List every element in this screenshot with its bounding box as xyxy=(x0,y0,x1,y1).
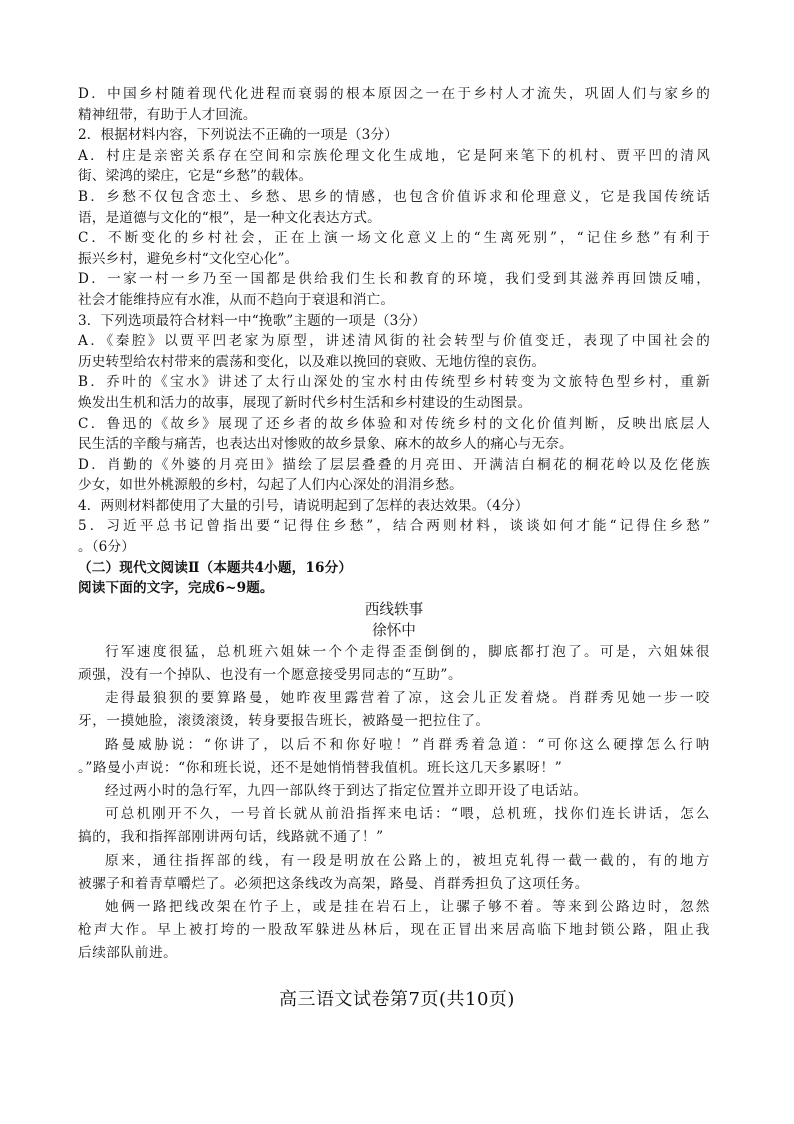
q3-option-a: A．《秦腔》以贾平凹老家为原型，讲述清风街的社会转型与价值变迁，表现了中国社会的 xyxy=(78,333,710,350)
story-title: 西线轶事 xyxy=(364,600,424,618)
story-paragraph-7: 她俩一路把线改架在竹子上，或是挂在岩石上，让骡子够不着。等来到公路边时，忽然 xyxy=(105,899,710,916)
q2-option-a: A．村庄是亲密关系存在空间和宗族伦理文化生成地，它是阿来笔下的机村、贾平凹的清风 xyxy=(78,147,710,164)
q5-stem: 5．习近平总书记曾指出要“记得住乡愁”，结合两则材料，谈谈如何才能“记得住乡愁” xyxy=(78,518,710,535)
section-instruction: 阅读下面的文字，完成6~9题。 xyxy=(78,580,274,597)
q3-option-c-cont: 民生活的辛酸与痛苦，也表达出对惨败的故乡景象、麻木的故乡人的痛心与无奈。 xyxy=(78,436,573,453)
q2-option-b-cont: 语，是道德与文化的“根”，是一种文化表达方式。 xyxy=(78,209,381,226)
q3-option-b: B．乔叶的《宝水》讲述了太行山深处的宝水村由传统型乡村转变为文旅特色型乡村，重新 xyxy=(78,374,710,391)
story-paragraph-6-cont: 被骡子和着青草嚼烂了。必须把这条线改为高架，路曼、肖群秀担负了这项任务。 xyxy=(78,875,589,892)
story-paragraph-1-cont: 顽强，没有一个掉队、也没有一个愿意接受男同志的“互助”。 xyxy=(78,667,463,684)
exam-page xyxy=(78,84,710,966)
q1-option-d-cont: 精神纽带，有助于人才回流。 xyxy=(78,106,257,123)
q2-option-d: D．一家一村一乡乃至一国都是供给我们生长和教育的环境，我们受到其滋养再回馈反哺， xyxy=(78,271,710,288)
story-paragraph-7-end: 后续部队前进。 xyxy=(78,945,178,962)
q2-option-c-cont: 振兴乡村，避免乡村“文化空心化”。 xyxy=(78,250,299,267)
story-paragraph-5-cont: 搞的，我和指挥部刚讲两句话，线路就不通了！” xyxy=(78,829,384,846)
section-heading: （二）现代文阅读Ⅱ（本题共4小题，16分） xyxy=(78,559,353,576)
q2-option-c: C．不断变化的乡村社会，正在上演一场文化意义上的“生离死别”，“记住乡愁”有利于 xyxy=(78,230,710,247)
story-paragraph-4: 经过两小时的急行军，九四一部队终于到达了指定位置并立即开设了电话站。 xyxy=(105,783,588,800)
story-paragraph-3: 路曼威胁说：“你讲了，以后不和你好啦！”肖群秀着急道：“可你这么硬撑怎么行呐 xyxy=(105,736,710,753)
q3-option-a-cont: 历史转型给农村带来的震荡和变化，以及难以挽回的衰败、无地仿徨的哀伤。 xyxy=(78,353,546,370)
q1-option-d: D．中国乡村随着现代化进程而衰弱的根本原因之一在于乡村人才流失，巩固人们与家乡的 xyxy=(78,86,710,102)
story-paragraph-1: 行军速度很猛，总机班六姐妹一个个走得歪歪倒倒的，脚底都打泡了。可是，六姐妹很 xyxy=(105,643,710,660)
q3-option-d: D．肖勤的《外婆的月亮田》描绘了层层叠叠的月亮田、开满洁白桐花的桐花岭以及仡佬族 xyxy=(78,456,710,473)
story-paragraph-6: 原来，通往指挥部的线，有一段是明放在公路上的，被坦克轧得一截一截的，有的地方 xyxy=(105,852,710,869)
q4-stem: 4．两则材料都使用了大量的引号，请说明起到了怎样的表达效果。（4分） xyxy=(78,497,529,514)
q2-option-b: B．乡愁不仅包含恋土、乡愁、思乡的情感，也包含价值诉求和伦理意义，它是我国传统话 xyxy=(78,188,710,205)
story-paragraph-7-cont: 枪声大作。早上被打垮的一股敌军躲进丛林后，现在正冒出来居高临下地封锁公路，阻止我 xyxy=(78,922,710,939)
story-paragraph-2-cont: 牙，一摸她脸，滚烫滚烫，转身要报告班长，被路曼一把拉住了。 xyxy=(78,713,490,730)
q3-stem: 3．下列选项最符合材料一中“挽歌”主题的一项是（3分） xyxy=(78,312,426,329)
story-paragraph-3-cont: 。”路曼小声说：“你和班长说，还不是她悄悄替我值机。班长这几天多累呀！” xyxy=(78,759,563,776)
story-author: 徐怀中 xyxy=(372,621,416,639)
q3-option-b-cont: 焕发出生机和活力的故事，展现了新时代乡村生活和乡村建设的生动图景。 xyxy=(78,394,532,411)
q2-option-d-cont: 社会才能维持应有水准，从而不趋向于衰退和消亡。 xyxy=(78,291,395,308)
q5-stem-cont: 。（6分） xyxy=(78,539,135,556)
q3-option-c: C．鲁迅的《故乡》展现了还乡者的故乡体验和对传统乡村的文化价值判断，反映出底层人 xyxy=(78,415,710,432)
page-footer: 高三语文试卷第7页(共10页) xyxy=(279,989,515,1010)
q3-option-d-cont: 少女，如世外桃源般的乡村，勾起了人们内心深处的涓涓乡愁。 xyxy=(78,477,463,494)
story-paragraph-2: 走得最狼狈的要算路曼，她昨夜里露营着了凉，这会儿正发着烧。肖群秀见她一步一咬 xyxy=(105,690,710,707)
story-paragraph-5: 可总机刚开不久，一号首长就从前沿指挥来电话：“喂，总机班，找你们连长讲话，怎么 xyxy=(105,806,710,823)
q2-option-a-cont: 街、梁鸿的梁庄，它是“乡愁”的载体。 xyxy=(78,168,313,185)
q2-stem: 2．根据材料内容，下列说法不正确的一项是（3分） xyxy=(78,127,398,144)
